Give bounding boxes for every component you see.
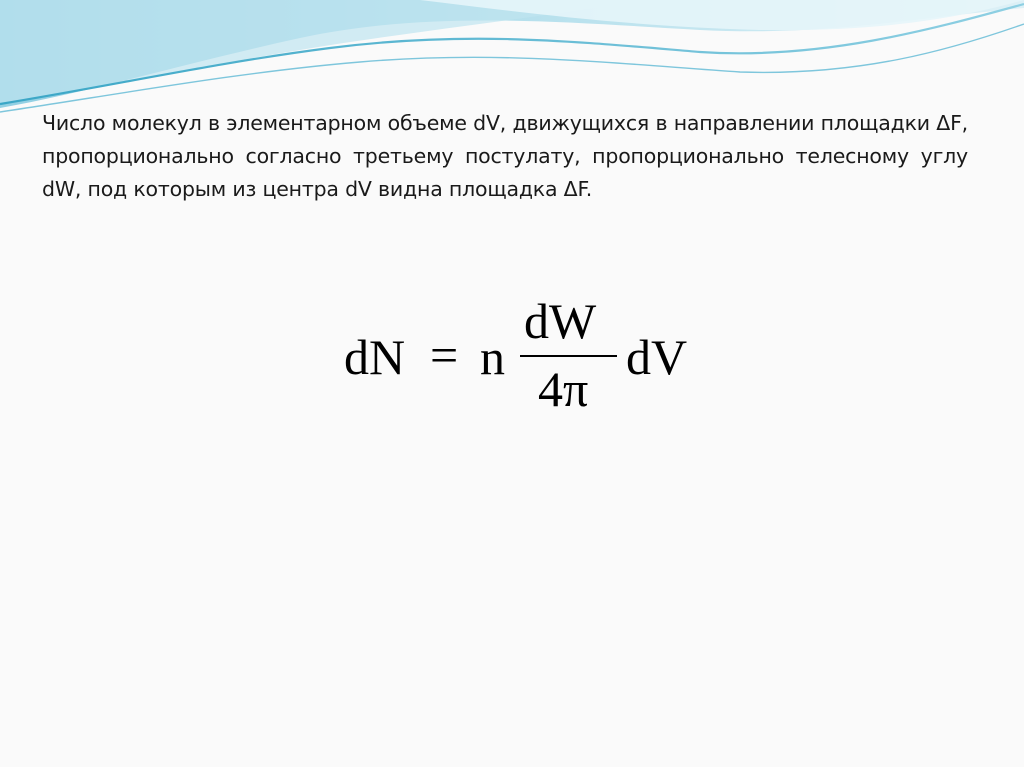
- formula-numerator: dW: [524, 293, 597, 349]
- formula-equals: =: [430, 327, 459, 383]
- formula-factor: dV: [626, 329, 688, 385]
- formula-denominator: 4π: [538, 361, 589, 417]
- slide-paragraph: Число молекул в элементарном объеме dV, движущихся в направлении площадки ΔF, пропорционально согласно третьему постулату, пропорционально телесному углу dW, под которым из центра dV видна площадка ΔF.: [42, 111, 968, 201]
- fraction-bar: [520, 355, 617, 357]
- formula-coefficient: n: [480, 329, 505, 385]
- formula-lhs: dN: [344, 329, 406, 385]
